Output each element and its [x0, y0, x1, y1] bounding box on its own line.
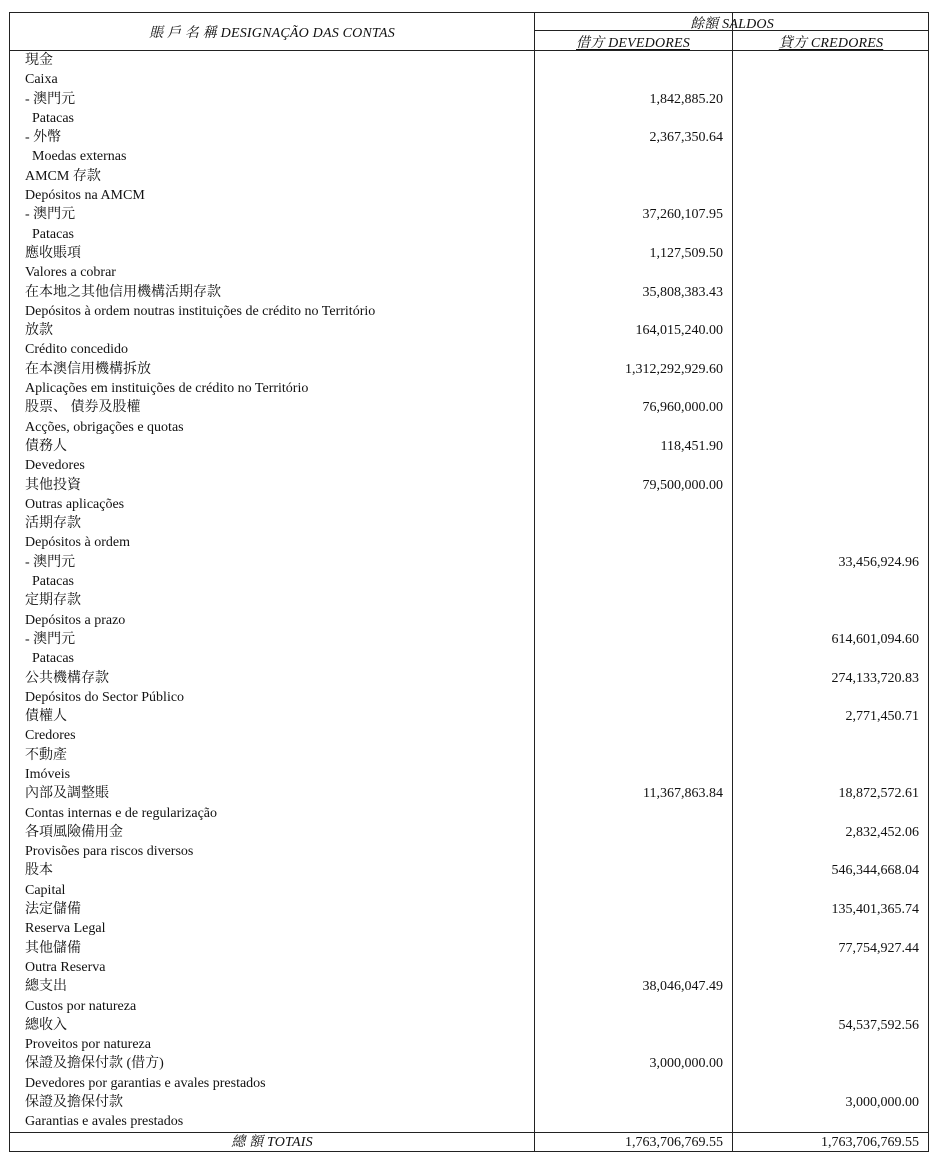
- credit-amount: 546,344,668.04: [831, 863, 919, 879]
- account-label: Depósitos na AMCM: [25, 188, 145, 204]
- table-row: [10, 437, 928, 456]
- table-row: [10, 495, 928, 514]
- table-row: [10, 900, 928, 919]
- account-label: 在本地之其他信用機構活期存款: [25, 284, 221, 300]
- account-label: 公共機構存款: [25, 670, 109, 686]
- table-row: [10, 186, 928, 205]
- account-label: Capital: [25, 882, 66, 898]
- account-designation-header: 賬 戶 名 稱 DESIGNAÇÃO DAS CONTAS: [149, 26, 395, 41]
- debit-amount: 1,842,885.20: [649, 91, 723, 107]
- table-row: [10, 958, 928, 977]
- totals-credit: 1,763,706,769.55: [821, 1135, 919, 1150]
- table-row: [10, 340, 928, 359]
- account-label: Depósitos à ordem noutras instituições de crédito no Território: [25, 303, 376, 319]
- table-row: [10, 997, 928, 1016]
- account-label: 各項風險備用金: [25, 824, 123, 840]
- totals-label: 總 額 TOTAIS: [231, 1135, 313, 1150]
- account-label: Contas internas e de regularização: [25, 805, 218, 821]
- account-label: 股票、 債券及股權: [25, 400, 141, 416]
- account-label: Depósitos a prazo: [25, 612, 126, 628]
- account-label: Devedores: [25, 458, 85, 474]
- account-label: 應收賬項: [25, 245, 81, 261]
- debit-amount: 38,046,047.49: [642, 979, 723, 995]
- account-label: Devedores por garantias e avales prestados: [25, 1075, 266, 1091]
- table-row: [10, 514, 928, 533]
- credit-amount: 18,872,572.61: [838, 786, 919, 802]
- account-label: 內部及調整賬: [25, 786, 109, 802]
- account-label: Depósitos do Sector Público: [25, 689, 185, 705]
- debit-amount: 11,367,863.84: [643, 786, 723, 802]
- table-row: [10, 726, 928, 745]
- debit-column-header: 借方 DEVEDORES: [576, 36, 690, 51]
- table-row: [10, 302, 928, 321]
- debit-amount: 35,808,383.43: [642, 284, 723, 300]
- table-row: [10, 225, 928, 244]
- table-row: [10, 939, 928, 958]
- table-row: [10, 456, 928, 475]
- table-row: [10, 418, 928, 437]
- table-row: [10, 263, 928, 282]
- table-row: [10, 167, 928, 186]
- account-label: AMCM 存款: [25, 168, 101, 184]
- table-row: [10, 109, 928, 128]
- account-label: 其他儲備: [25, 940, 81, 956]
- account-label: - 澳門元: [25, 207, 76, 223]
- debit-amount: 79,500,000.00: [642, 477, 723, 493]
- account-label: 定期存款: [25, 593, 81, 609]
- credit-column-header: 貸方 CREDORES: [778, 36, 884, 51]
- account-label: 活期存款: [25, 516, 81, 532]
- account-label: Valores a cobrar: [25, 265, 116, 281]
- account-label: Reserva Legal: [25, 921, 106, 937]
- account-label: - 澳門元: [25, 554, 76, 570]
- account-label: Aplicações em instituições de crédito no Território: [25, 381, 309, 397]
- account-label: Caixa: [25, 72, 58, 88]
- account-label: Garantias e avales prestados: [25, 1114, 184, 1130]
- account-label: Provisões para riscos diversos: [25, 844, 194, 860]
- table-row: [10, 919, 928, 938]
- table-row: [10, 688, 928, 707]
- table-row: [10, 630, 928, 649]
- account-label: - 澳門元: [25, 631, 76, 647]
- table-row: [10, 669, 928, 688]
- credit-amount: 33,456,924.96: [838, 554, 919, 570]
- table-row: [10, 842, 928, 861]
- table-row: [10, 128, 928, 147]
- table-row: [10, 649, 928, 668]
- table-row: [10, 1016, 928, 1035]
- account-label: 保證及擔保付款: [25, 1095, 123, 1111]
- totals-debit: 1,763,706,769.55: [625, 1135, 723, 1150]
- credit-amount: 2,832,452.06: [845, 824, 919, 840]
- table-row: [10, 244, 928, 263]
- account-label: 法定儲備: [25, 902, 81, 918]
- account-label: 債務人: [25, 438, 67, 454]
- account-label: Outras aplicações: [25, 496, 125, 512]
- account-label: Patacas: [25, 651, 74, 667]
- table-row: [10, 51, 928, 70]
- table-row: [10, 283, 928, 302]
- debit-amount: 1,312,292,929.60: [625, 361, 723, 377]
- balance-sheet-table: [9, 12, 929, 1152]
- credit-amount: 614,601,094.60: [831, 631, 919, 647]
- table-row: [10, 1054, 928, 1073]
- debit-amount: 2,367,350.64: [649, 130, 723, 146]
- account-rows: [10, 51, 928, 1132]
- debit-amount: 118,451.90: [660, 438, 723, 454]
- account-label: 總支出: [25, 979, 67, 995]
- table-row: [10, 861, 928, 880]
- account-label: - 澳門元: [25, 91, 76, 107]
- table-row: [10, 90, 928, 109]
- table-row: [10, 977, 928, 996]
- debit-amount: 1,127,509.50: [649, 245, 723, 261]
- table-row: [10, 765, 928, 784]
- table-row: [10, 1035, 928, 1054]
- account-label: Acções, obrigações e quotas: [25, 419, 184, 435]
- account-label: 保證及擔保付款 (借方): [25, 1056, 164, 1072]
- table-row: [10, 379, 928, 398]
- table-row: [10, 398, 928, 417]
- table-row: [10, 784, 928, 803]
- account-label: 不動產: [25, 747, 67, 763]
- credit-amount: 54,537,592.56: [838, 1017, 919, 1033]
- account-label: Outra Reserva: [25, 959, 106, 975]
- table-row: [10, 1093, 928, 1112]
- table-row: [10, 1112, 928, 1131]
- table-row: [10, 881, 928, 900]
- table-row: [10, 572, 928, 591]
- debit-amount: 76,960,000.00: [642, 400, 723, 416]
- table-row: [10, 533, 928, 552]
- table-row: [10, 70, 928, 89]
- table-row: [10, 804, 928, 823]
- table-row: [10, 321, 928, 340]
- account-label: Credores: [25, 728, 76, 744]
- table-row: [10, 1074, 928, 1093]
- account-label: Depósitos à ordem: [25, 535, 130, 551]
- account-label: Patacas: [25, 110, 74, 126]
- table-row: [10, 611, 928, 630]
- account-label: Custos por natureza: [25, 998, 137, 1014]
- account-label: Moedas externas: [25, 149, 127, 165]
- account-label: 在本澳信用機構拆放: [25, 361, 151, 377]
- account-label: 股本: [25, 863, 53, 879]
- debit-amount: 37,260,107.95: [642, 207, 723, 223]
- table-row: [10, 591, 928, 610]
- balances-header: 餘額 SALDOS: [690, 17, 774, 32]
- table-row: [10, 707, 928, 726]
- account-label: 放款: [25, 323, 53, 339]
- account-label: - 外幣: [25, 130, 62, 146]
- table-row: [10, 553, 928, 572]
- table-row: [10, 360, 928, 379]
- account-label: Imóveis: [25, 766, 71, 782]
- table-row: [10, 476, 928, 495]
- account-label: 債權人: [25, 709, 67, 725]
- table-row: [10, 823, 928, 842]
- credit-amount: 77,754,927.44: [838, 940, 919, 956]
- credit-amount: 274,133,720.83: [831, 670, 919, 686]
- account-label: Patacas: [25, 574, 74, 590]
- table-row: [10, 147, 928, 166]
- debit-amount: 164,015,240.00: [635, 323, 723, 339]
- account-label: Proveitos por natureza: [25, 1037, 151, 1053]
- debit-amount: 3,000,000.00: [649, 1056, 723, 1072]
- account-label: 其他投資: [25, 477, 81, 493]
- credit-amount: 2,771,450.71: [845, 709, 919, 725]
- account-label: Patacas: [25, 226, 74, 242]
- account-label: 總收入: [25, 1017, 67, 1033]
- account-label: Crédito concedido: [25, 342, 129, 358]
- table-row: [10, 746, 928, 765]
- totals-row: [10, 1133, 928, 1152]
- credit-amount: 3,000,000.00: [845, 1095, 919, 1111]
- table-row: [10, 205, 928, 224]
- account-label: 現金: [25, 53, 53, 68]
- credit-amount: 135,401,365.74: [831, 902, 919, 918]
